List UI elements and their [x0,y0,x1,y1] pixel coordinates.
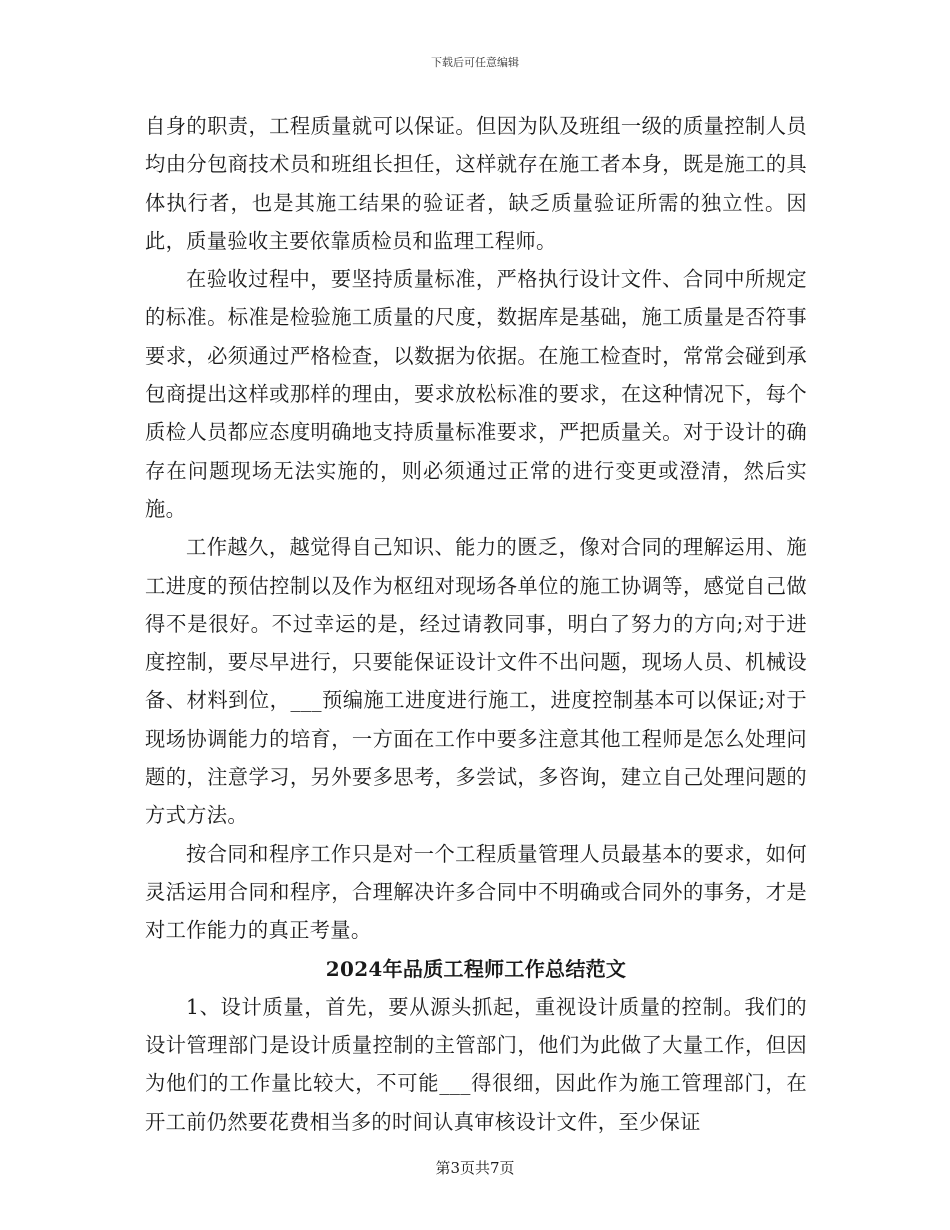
page-footer: 第3页共7页 [435,1159,515,1177]
section-paragraph: 1、设计质量，首先，要从源头抓起，重视设计质量的控制。我们的设计管理部门是设计质量控制的主管部门，他们为此做了大量工作，但因为他们的工作量比较大，不可能___得很细，因此作为施工管理部门，在开工前仍然要花费相当多的时间认真审核设计文件，至少保证 [145,994,807,1134]
page-header: 下载后可任意编辑 [431,56,519,69]
paragraph-4: 按合同和程序工作只是对一个工程质量管理人员最基本的要求，如何灵活运用合同和程序，合理解决许多合同中不明确或合同外的事务，才是对工作能力的真正考量。 [145,841,807,943]
paragraph-2: 在验收过程中，要坚持质量标准，严格执行设计文件、合同中所规定的标准。标准是检验施工质量的尺度，数据库是基础，施工质量是否符事要求，必须通过严格检查，以数据为依据。在施工检查时，常常会碰到承包商提出这样或那样的理由，要求放松标准的要求，在这种情况下，每个质检人员都应态度明确地支持质量标准要求，严把质量关。对于设计的确存在问题现场无法实施的，则必须通过正常的进行变更或澄清，然后实施。 [145,267,807,521]
section-title: 2024年品质工程师工作总结范文 [325,956,627,981]
paragraph-1: 自身的职责，工程质量就可以保证。但因为队及班组一级的质量控制人员均由分包商技术员和班组长担任，这样就存在施工者本身，既是施工的具体执行者，也是其施工结果的验证者，缺乏质量验证所需的独立性。因此，质量验收主要依靠质检员和监理工程师。 [145,114,807,253]
document-body [145,107,807,1141]
paragraph-3: 工作越久，越觉得自己知识、能力的匮乏，像对合同的理解运用、施工进度的预估控制以及作为枢纽对现场各单位的施工协调等，感觉自己做得不是很好。不过幸运的是，经过请教同事，明白了努力的方向;对于进度控制，要尽早进行，只要能保证设计文件不出问题，现场人员、机械设备、材料到位，___预编施工进度进行施工，进度控制基本可以保证;对于现场协调能力的培育，一方面在工作中要多注意其他工程师是怎么处理问题的，注意学习，另外要多思考，多尝试，多咨询，建立自己处理问题的方式方法。 [145,535,807,828]
